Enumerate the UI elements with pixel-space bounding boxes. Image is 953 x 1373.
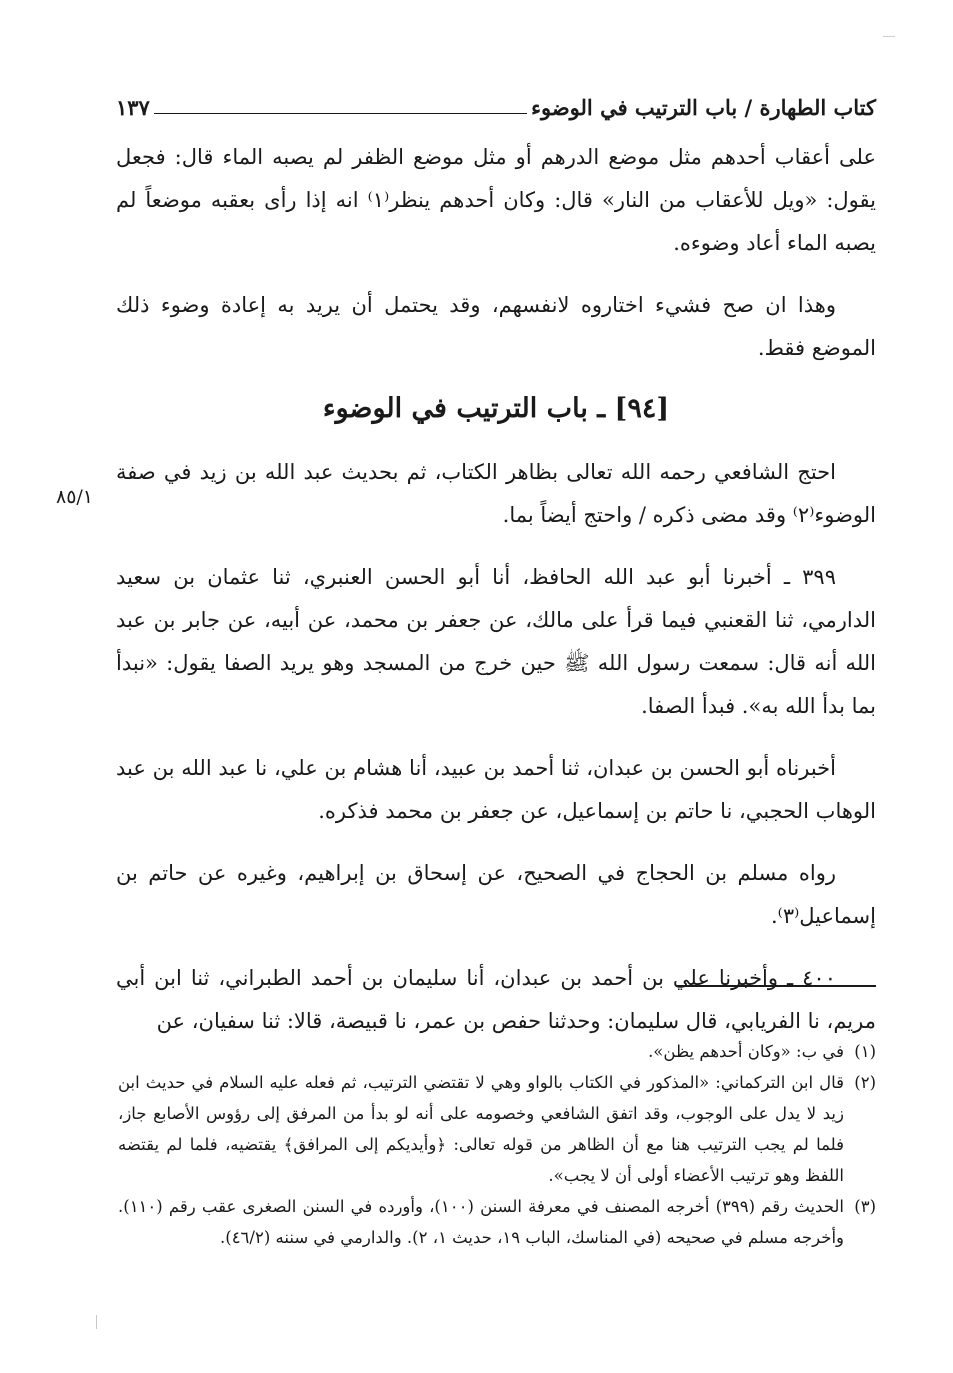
footnotes xyxy=(118,1036,876,1253)
page-number: ١٣٧ xyxy=(116,95,150,120)
footnote-number: (٢) xyxy=(854,1073,876,1092)
hadith-400: ٤٠٠ ـ وأخبرنا علي بن أحمد بن عبدان، أنا سليمان بن أحمد الطبراني، ثنا ابن أبي مريم، نا الفريابي، قال سليمان: وحدثنا حفص بن عمر، نا قبيصة، قالا: ثنا سفيان، عن xyxy=(116,966,876,1033)
footnote-text: الحديث رقم (٣٩٩) أخرجه المصنف في معرفة السنن (١٠٠)، وأورده في السنن الصغرى عقب رقم (١١٠). وأخرجه مسلم في صحيحه (في المناسك، الباب ١٩، حديث ١، ٢). والدارمي في سننه (٤٦/٢). xyxy=(118,1197,844,1247)
hadith-399: ٣٩٩ ـ أخبرنا أبو عبد الله الحافظ، أنا أبو الحسن العنبري، ثنا عثمان بن سعيد الدارمي، ثنا القعنبي فيما قرأ على مالك، عن جعفر بن محمد، عن أبيه، عن جابر بن عبد الله أنه قال: سمعت رسول الله ﷺ حين خرج من المسجد وهو يريد الصفا يقول: «نبدأ بما بدأ الله به». فبدأ الصفا. xyxy=(116,565,876,718)
manuscript-folio-ref: ٨٥/١ xyxy=(56,486,94,508)
chapter-title: [٩٤] ـ باب الترتيب في الوضوء xyxy=(322,393,670,424)
main-text xyxy=(116,136,876,1062)
footnote-separator xyxy=(676,985,876,987)
paragraph: على أعقاب أحدهم مثل موضع الدرهم أو مثل موضع الظفر لم يصبه الماء قال: فجعل يقول: «ويل للأعقاب من النار» قال: وكان أحدهم ينظر⁽١⁾ انه إذا رأى بعقبه موضعاً لم يصبه الماء أعاد وضوءه. xyxy=(116,145,876,255)
scan-artifact xyxy=(96,1315,97,1329)
paragraph: رواه مسلم بن الحجاج في الصحيح، عن إسحاق بن إبراهيم، وغيره عن حاتم بن إسماعيل⁽٣⁾. xyxy=(116,861,876,928)
footnote xyxy=(118,1036,876,1067)
running-header-title: كتاب الطهارة / باب الترتيب في الوضوء xyxy=(531,95,876,120)
paragraph: احتج الشافعي رحمه الله تعالى بظاهر الكتاب، ثم بحديث عبد الله بن زيد في صفة الوضوء⁽٢⁾ وقد مضى ذكره / واحتج أيضاً بما. xyxy=(116,460,876,527)
footnote xyxy=(118,1191,876,1253)
footnote xyxy=(118,1067,876,1191)
scan-artifact xyxy=(883,36,895,37)
footnote-number: (١) xyxy=(854,1042,876,1061)
paragraph: أخبرناه أبو الحسن بن عبدان، ثنا أحمد بن عبيد، أنا هشام بن علي، نا عبد الله بن عبد الوهاب الحجبي، نا حاتم بن إسماعيل، عن جعفر بن محمد فذكره. xyxy=(116,756,876,823)
footnote-number: (٣) xyxy=(854,1197,876,1216)
paragraph: وهذا ان صح فشيء اختاروه لانفسهم، وقد يحتمل أن يريد به إعادة وضوء ذلك الموضع فقط. xyxy=(116,293,876,360)
running-header xyxy=(116,84,876,120)
footnote-text: قال ابن التركماني: «المذكور في الكتاب بالواو وهي لا تقتضي الترتيب، ثم فعله عليه السلام في حديث ابن زيد لا يدل على الوجوب، وقد اتفق الشافعي وخصومه على أنه لو بدأ من المرفق إلى رؤوس الأصابع جاز، فلما لم يجب الترتيب هنا مع أن الظاهر من قوله تعالى: ﴿وأيديكم إلى المرافق﴾ يقتضيه، فلما لم يقتضه اللفظ وهو ترتيب الأعضاء أولى أن لا يجب». xyxy=(118,1073,844,1185)
footnote-text: في ب: «وكان أحدهم يظن». xyxy=(648,1042,844,1061)
header-rule xyxy=(154,113,527,114)
